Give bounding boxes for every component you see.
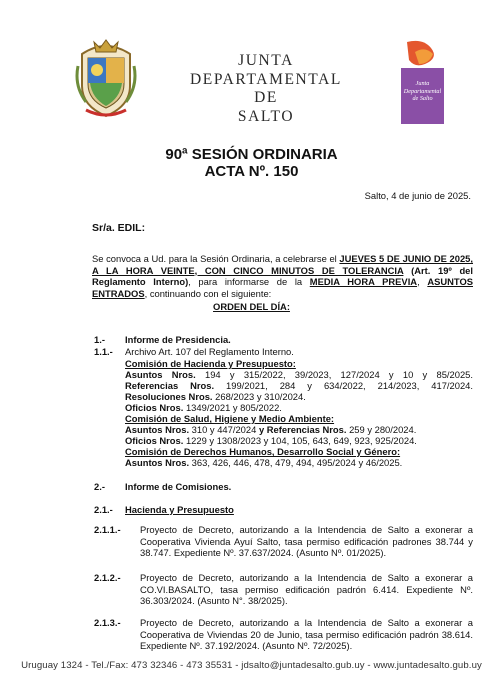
intro-paragraph [92,253,473,299]
item-label: Informe de Comisiones. [125,481,232,492]
logo-text-line: Junta [415,80,430,87]
paragraph-line: 36.303/2024. (Asunto N°. 38/2025). [140,595,288,607]
list-line [125,380,473,392]
asuntos-entrados: ASUNTOS ENTRADOS [92,276,473,299]
paragraph-line: Proyecto de Decreto, autorizando a la Intendencia de Salto a exonerar a [140,524,473,535]
junta-line: DEPARTAMENTAL [189,70,342,88]
greeting: Sr/a. EDIL: [92,222,146,234]
item-label: Hacienda y Presupuesto [125,504,234,515]
paragraph-line: Cooperativa de Viviendas 20 de Junio, tasa permiso edificación padrón 38.614. [140,628,473,640]
document-date: Salto, 4 de junio de 2025. [364,190,471,201]
decree-paragraph [140,572,473,607]
logo-text [401,80,444,103]
value: 268/2023 y 310/2024. [212,391,306,402]
list-line [125,424,473,436]
coat-of-arms-icon [72,36,140,120]
paragraph-line: Proyecto de Decreto, autorizando a la Intendencia de Salto a exonerar a [140,572,473,583]
junta-logo [401,38,444,124]
intro-text: , continuando con el siguiente: [144,287,272,299]
reglamento-ref: (Art. 19º del Reglamento Interno) [92,264,474,288]
label: Asuntos Nros. [125,457,190,468]
label: Oficios Nros. [125,402,184,413]
label: Asuntos Nros. [125,369,196,380]
list-line [125,435,473,447]
paragraph-line: Expediente Nº. 37.192/2024. (Asunto Nº. 72/2025). [140,640,353,652]
decree-paragraph [140,617,473,652]
logo-text-line: Departamental [403,87,442,95]
value: 363, 426, 446, 478, 479, 494, 495/2024 y 46/2025. [189,457,403,468]
session-datetime: JUEVES 5 DE JUNIO DE 2025, A LA HORA VEINTE, CON CINCO MINUTOS DE TOLERANCIA [92,253,473,276]
paragraph-line: Cooperativa Vivienda Ayuí Salto, tasa permiso edificación padrones 38.744 y [140,535,473,547]
item-number: 1.- [94,334,105,345]
logo-text-line: de Salto [412,95,433,102]
label: y Referencias Nros. [258,424,347,435]
list-line [125,457,473,469]
paragraph-line: 38.747. Expediente Nº. 37.637/2024. (Asunto Nº. 01/2025). [140,547,387,559]
list-line [125,402,473,414]
item-number: 2.1.3.- [94,617,121,628]
junta-line: SALTO [237,107,295,125]
junta-title [160,52,372,126]
intro-text: , para informarse de la [188,276,310,288]
item-number: 2.1.- [94,504,113,515]
label: Asuntos Nros. [125,424,190,435]
commission-heading: Comisión de Derechos Humanos, Desarrollo Social y Género: [125,446,401,457]
footer-contact: Uruguay 1324 - Tel./Fax: 473 32346 - 473 35531 - jdsalto@juntadesalto.gub.uy - www.juntadesalto.gub.uy [21,660,482,671]
item-number: 2.1.1.- [94,524,121,535]
decree-paragraph [140,524,473,559]
list-line [125,391,473,403]
value: 310 y 447/2024 [189,424,259,435]
value: 259 y 280/2024. [346,424,417,435]
session-title: 90ª SESIÓN ORDINARIA [165,146,338,163]
paragraph-line: Proyecto de Decreto, autorizando a la Intendencia de Salto a exonerar a [140,617,473,628]
list-line [125,369,473,381]
label: Oficios Nros. [125,435,184,446]
value: 194 y 315/2022, 39/2023, 127/2024 y 10 y 85/2025. [195,369,473,380]
item-number: 2.1.2.- [94,572,121,583]
value: 1349/2021 y 805/2022. [183,402,282,413]
item-number: 1.1.- [94,346,113,357]
item-number: 2.- [94,481,105,492]
acta-title: ACTA Nº. 150 [204,163,299,180]
item-label: Informe de Presidencia. [125,334,231,345]
paragraph-line: CO.VI.BASALTO, tasa permiso edificación padrón 6.414. Expediente Nº. [140,583,473,595]
junta-line: DE [254,89,278,106]
label: Referencias Nros. [125,380,215,391]
label: Resoluciones Nros. [125,391,213,402]
commission-heading: Comisión de Salud, Higiene y Medio Ambiente: [125,413,335,424]
value: 1229 y 1308/2023 y 104, 105, 643, 649, 923, 925/2024. [183,435,417,446]
junta-line: JUNTA [238,52,294,69]
intro-text: , [417,276,428,288]
orden-del-dia-heading: ORDEN DEL DÍA: [213,301,290,312]
intro-text: Se convoca a Ud. para la Sesión Ordinaria, a celebrarse el [92,253,340,264]
item-label: Archivo Art. 107 del Reglamento Interno. [125,346,294,357]
value: 199/2021, 284 y 634/2022, 214/2023, 417/2024. [214,380,473,391]
commission-heading: Comisión de Hacienda y Presupuesto: [125,358,296,369]
media-hora-previa: MEDIA HORA PREVIA [309,276,418,288]
